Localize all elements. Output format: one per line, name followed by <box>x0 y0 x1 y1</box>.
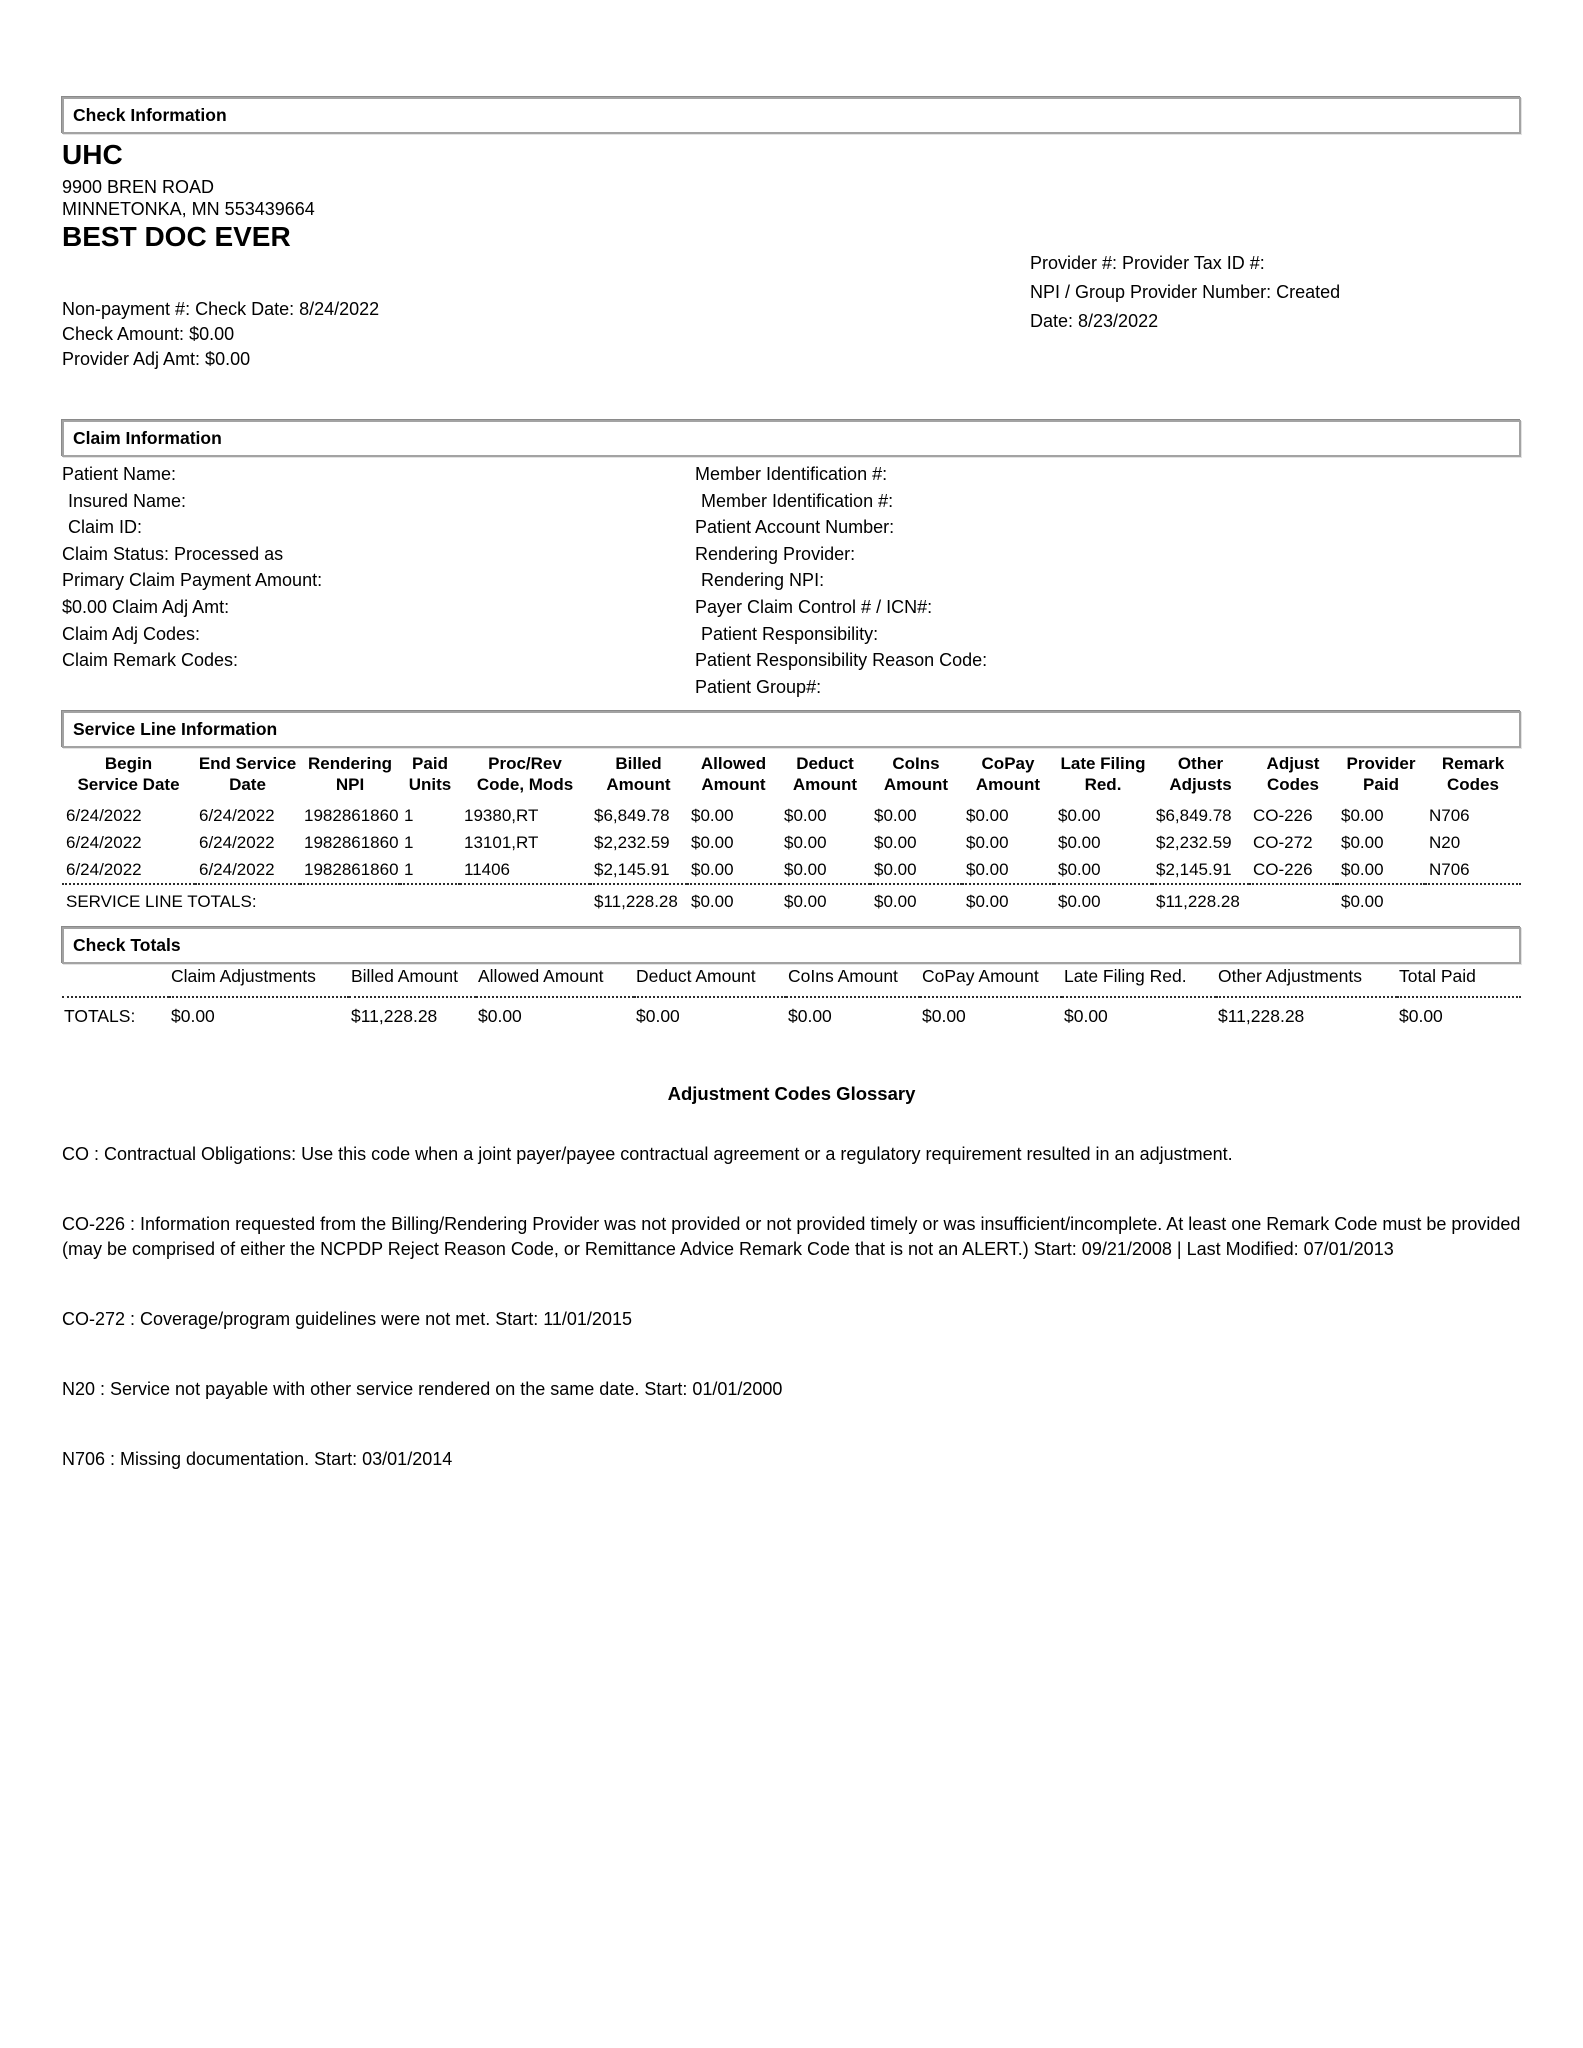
check-totals-column-header: CoIns Amount <box>788 966 898 986</box>
coins-amount: $0.00 <box>874 806 917 825</box>
claim-field-label: Member Identification #: <box>695 464 888 484</box>
service-line-column-header: Proc/Rev Code, Mods <box>476 754 574 794</box>
adjust-codes: CO-226 <box>1253 860 1313 879</box>
service-line-column-header: CoIns Amount <box>883 754 949 794</box>
paid-units: 1 <box>404 806 414 825</box>
claim-field-label: Rendering NPI: <box>701 570 825 591</box>
payer-address-line1: 9900 BREN ROAD <box>62 177 215 197</box>
total-allowed-amount: $0.00 <box>476 997 634 1031</box>
check-totals-section-header <box>62 927 1521 964</box>
glossary-entry: N20 : Service not payable with other service rendered on the same date. Start: 01/01/2000 <box>62 1379 783 1399</box>
section-title: Claim Information <box>73 428 222 448</box>
check-details-right <box>1030 249 1340 336</box>
billed-amount: $6,849.78 <box>594 806 670 825</box>
service-line-totals-row <box>62 884 1521 915</box>
remark-codes: N706 <box>1429 806 1470 825</box>
glossary-entry: CO-272 : Coverage/program guidelines were not met. Start: 11/01/2015 <box>62 1309 632 1329</box>
service-line-column-header: Other Adjusts <box>1169 754 1232 794</box>
copay-amount: $0.00 <box>966 833 1009 852</box>
claim-information-section-header <box>62 420 1521 457</box>
check-totals-header-row <box>62 966 1521 997</box>
allowed-amount: $0.00 <box>691 806 734 825</box>
total-coins-amount: $0.00 <box>786 997 920 1031</box>
service-line-column-header: Allowed Amount <box>700 754 767 794</box>
glossary-entry: N706 : Missing documentation. Start: 03/01/2014 <box>62 1449 453 1469</box>
coins-amount: $0.00 <box>874 860 917 879</box>
section-title: Check Information <box>73 105 227 125</box>
service-line-column-header: CoPay Amount <box>975 754 1041 794</box>
check-totals-column-header: Other Adjustments <box>1218 966 1362 986</box>
claim-field-label: Patient Responsibility: <box>701 623 879 644</box>
billed-amount: $2,145.91 <box>594 860 670 879</box>
paid-units: 1 <box>404 833 414 852</box>
allowed-amount: $0.00 <box>691 860 734 879</box>
check-information-section-header <box>62 97 1521 134</box>
service-line-table <box>62 753 1521 915</box>
copay-amount: $0.00 <box>966 806 1009 825</box>
total-late-filing: $0.00 <box>1054 884 1152 915</box>
coins-amount: $0.00 <box>874 833 917 852</box>
payee-name: BEST DOC EVER <box>62 221 291 252</box>
check-totals-column-header: Billed Amount <box>351 966 459 986</box>
total-remark-codes <box>1425 884 1521 915</box>
end-service-date: 6/24/2022 <box>199 806 275 825</box>
service-line-row <box>62 802 1521 829</box>
begin-service-date: 6/24/2022 <box>66 860 142 879</box>
check-totals-column-header: Allowed Amount <box>478 966 604 986</box>
total-other-adjustments: $11,228.28 <box>1216 997 1397 1031</box>
total-deduct-amount: $0.00 <box>634 997 786 1031</box>
check-totals-column-header: Deduct Amount <box>636 966 756 986</box>
provider-paid: $0.00 <box>1341 860 1384 879</box>
claim-field-label: Patient Name: <box>62 464 177 484</box>
service-line-column-header: Paid Units <box>408 754 452 794</box>
deduct-amount: $0.00 <box>784 860 827 879</box>
npi-group-provider-number: NPI / Group Provider Number: Created <box>1030 282 1341 302</box>
claim-field-label: Claim Status: Processed as <box>62 543 284 564</box>
glossary-entry: CO : Contractual Obligations: Use this code when a joint payer/payee contractual agreement or a regulatory requirement resulted in an adjustment. <box>62 1144 1233 1164</box>
service-line-column-header: Billed Amount <box>606 754 671 794</box>
service-line-column-header: Provider Paid <box>1346 754 1416 794</box>
other-adjusts: $2,232.59 <box>1156 833 1232 852</box>
service-line-column-header: End Service Date <box>198 754 297 794</box>
check-totals-column-header: Total Paid <box>1399 966 1476 986</box>
claim-field-label: Claim Remark Codes: <box>62 650 239 671</box>
late-filing-reduction: $0.00 <box>1058 806 1101 825</box>
total-adjust-codes <box>1249 884 1337 915</box>
service-line-column-header: Begin Service Date <box>77 754 180 794</box>
total-paid: $0.00 <box>1397 997 1521 1031</box>
rendering-npi: 1982861860 <box>304 833 399 852</box>
claim-field-label: Member Identification #: <box>701 490 894 511</box>
claim-field-label: Claim Adj Codes: <box>62 623 201 644</box>
service-line-totals-label: SERVICE LINE TOTALS: <box>62 884 590 915</box>
claim-info-left-column <box>62 461 322 674</box>
provider-adj-amount: Provider Adj Amt: $0.00 <box>62 349 251 369</box>
section-title: Service Line Information <box>73 719 278 739</box>
provider-paid: $0.00 <box>1341 833 1384 852</box>
glossary-entries <box>62 1142 1521 1517</box>
service-line-column-header: Remark Codes <box>1441 754 1505 794</box>
adjust-codes: CO-226 <box>1253 806 1313 825</box>
glossary-title: Adjustment Codes Glossary <box>667 1083 916 1104</box>
check-totals-label: TOTALS: <box>62 997 169 1031</box>
claim-info-right-column <box>695 461 987 700</box>
service-line-column-header: Late Filing Red. <box>1060 754 1146 794</box>
end-service-date: 6/24/2022 <box>199 860 275 879</box>
claim-field-label: Patient Account Number: <box>695 517 895 538</box>
claim-field-label: Patient Responsibility Reason Code: <box>695 650 988 671</box>
proc-rev-code: 11406 <box>464 860 511 879</box>
check-totals-column-header: CoPay Amount <box>922 966 1039 986</box>
claim-field-label: Insured Name: <box>68 490 187 511</box>
deduct-amount: $0.00 <box>784 833 827 852</box>
remark-codes: N706 <box>1429 860 1470 879</box>
check-amount: Check Amount: $0.00 <box>62 324 235 344</box>
claim-field-label: Claim ID: <box>68 517 143 538</box>
service-line-section-header <box>62 711 1521 748</box>
total-copay-amount: $0.00 <box>920 997 1062 1031</box>
copay-amount: $0.00 <box>966 860 1009 879</box>
check-details-left <box>62 297 379 372</box>
paid-units: 1 <box>404 860 414 879</box>
end-service-date: 6/24/2022 <box>199 833 275 852</box>
proc-rev-code: 13101,RT <box>464 833 539 852</box>
proc-rev-code: 19380,RT <box>464 806 539 825</box>
total-allowed-amount: $0.00 <box>687 884 780 915</box>
late-filing-reduction: $0.00 <box>1058 860 1101 879</box>
total-copay-amount: $0.00 <box>962 884 1054 915</box>
total-coins-amount: $0.00 <box>870 884 962 915</box>
allowed-amount: $0.00 <box>691 833 734 852</box>
total-deduct-amount: $0.00 <box>780 884 870 915</box>
service-line-column-header: Deduct Amount <box>792 754 858 794</box>
total-billed-amount: $11,228.28 <box>349 997 476 1031</box>
billed-amount: $2,232.59 <box>594 833 670 852</box>
service-line-row <box>62 856 1521 884</box>
total-claim-adjustments: $0.00 <box>169 997 349 1031</box>
service-line-row <box>62 829 1521 856</box>
claim-field-label: Patient Group#: <box>695 676 822 697</box>
empty-header-cell <box>62 966 169 997</box>
payer-address-line2: MINNETONKA, MN 553439664 <box>62 199 315 219</box>
provider-number: Provider #: Provider Tax ID #: <box>1030 253 1265 273</box>
check-totals-column-header: Late Filing Red. <box>1064 966 1187 986</box>
total-provider-paid: $0.00 <box>1337 884 1425 915</box>
claim-field-label: $0.00 Claim Adj Amt: <box>62 596 230 617</box>
total-other-adjusts: $11,228.28 <box>1152 884 1249 915</box>
payer-name: UHC <box>62 139 123 170</box>
adjust-codes: CO-272 <box>1253 833 1313 852</box>
rendering-npi: 1982861860 <box>304 806 399 825</box>
created-date: Date: 8/23/2022 <box>1030 311 1159 331</box>
claim-field-label: Payer Claim Control # / ICN#: <box>695 596 933 617</box>
glossary-entry: CO-226 : Information requested from the Billing/Rendering Provider was not provided or not provided timely or was insufficient/incomplete. At least one Remark Code must be provided (may be comprised of either the NCPDP Reject Reason Code, or Remittance Advice Remark Code that is not an ALERT.) Start: 09/21/2008 | Last Modified: 07/01/2013 <box>62 1214 1521 1259</box>
begin-service-date: 6/24/2022 <box>66 806 142 825</box>
service-line-column-header: Adjust Codes <box>1266 754 1320 794</box>
section-title: Check Totals <box>73 935 181 955</box>
claim-field-label: Primary Claim Payment Amount: <box>62 570 323 591</box>
check-totals-table <box>62 966 1521 1031</box>
other-adjusts: $2,145.91 <box>1156 860 1232 879</box>
service-line-header-row <box>62 753 1521 802</box>
total-late-filing: $0.00 <box>1062 997 1216 1031</box>
claim-field-label: Rendering Provider: <box>695 543 856 564</box>
provider-paid: $0.00 <box>1341 806 1384 825</box>
late-filing-reduction: $0.00 <box>1058 833 1101 852</box>
total-billed-amount: $11,228.28 <box>590 884 687 915</box>
other-adjusts: $6,849.78 <box>1156 806 1232 825</box>
rendering-npi: 1982861860 <box>304 860 399 879</box>
check-totals-column-header: Claim Adjustments <box>171 966 316 986</box>
remark-codes: N20 <box>1429 833 1461 852</box>
begin-service-date: 6/24/2022 <box>66 833 142 852</box>
non-payment-check-date: Non-payment #: Check Date: 8/24/2022 <box>62 299 380 319</box>
deduct-amount: $0.00 <box>784 806 827 825</box>
service-line-column-header: Rendering NPI <box>307 754 393 794</box>
check-totals-row <box>62 997 1521 1031</box>
